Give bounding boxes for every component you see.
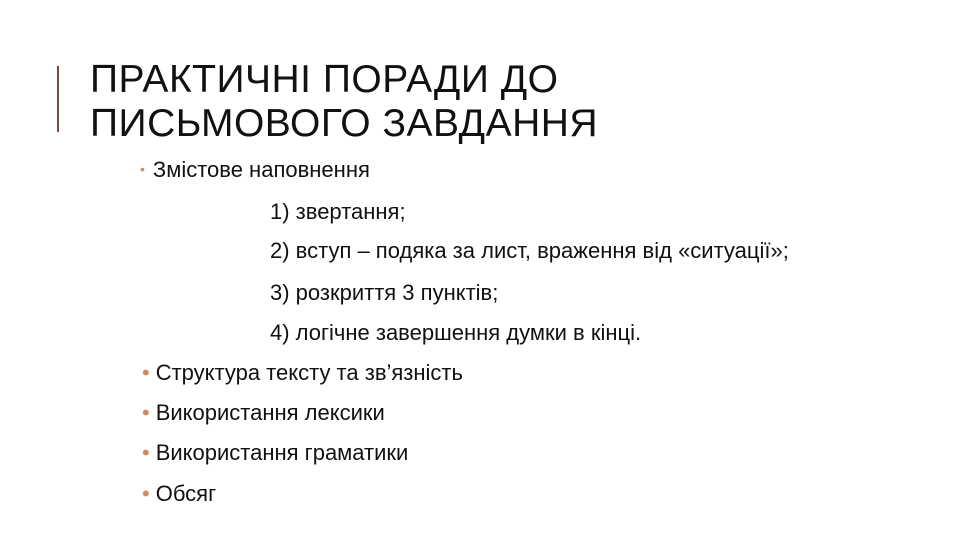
sub-item-text: 1) звертання; — [270, 199, 406, 224]
bullet-item — [142, 440, 408, 466]
sub-item — [270, 238, 789, 264]
bullet-text: Структура тексту та зв’язність — [155, 360, 463, 385]
bullet-icon: • — [142, 481, 150, 506]
title-line-2: ПИСЬМОВОГО ЗАВДАННЯ — [90, 102, 599, 145]
bullet-text: Змістове наповнення — [152, 157, 370, 182]
sub-item-text: 3) розкриття 3 пунктів; — [270, 280, 499, 305]
bullet-text: Використання граматики — [155, 440, 409, 465]
title-accent-bar — [57, 66, 59, 132]
sub-item — [270, 280, 498, 306]
title-line-1: ПРАКТИЧНІ ПОРАДИ ДО — [90, 58, 559, 101]
sub-item — [270, 320, 641, 346]
sub-item — [270, 199, 406, 225]
bullet-icon: • — [142, 400, 150, 425]
bullet-item — [142, 481, 216, 507]
bullet-icon: • — [142, 360, 150, 385]
bullet-item — [140, 156, 370, 183]
bullet-icon: • — [140, 161, 145, 177]
bullet-text: Використання лексики — [155, 400, 385, 425]
bullet-item — [142, 400, 385, 426]
slide-title — [90, 58, 910, 146]
sub-item-text: 2) вступ – подяка за лист, враження від «ситуації»; — [270, 238, 789, 263]
bullet-item — [142, 360, 463, 386]
bullet-text: Обсяг — [155, 481, 217, 506]
sub-item-text: 4) логічне завершення думки в кінці. — [270, 320, 642, 345]
bullet-icon: • — [142, 440, 150, 465]
